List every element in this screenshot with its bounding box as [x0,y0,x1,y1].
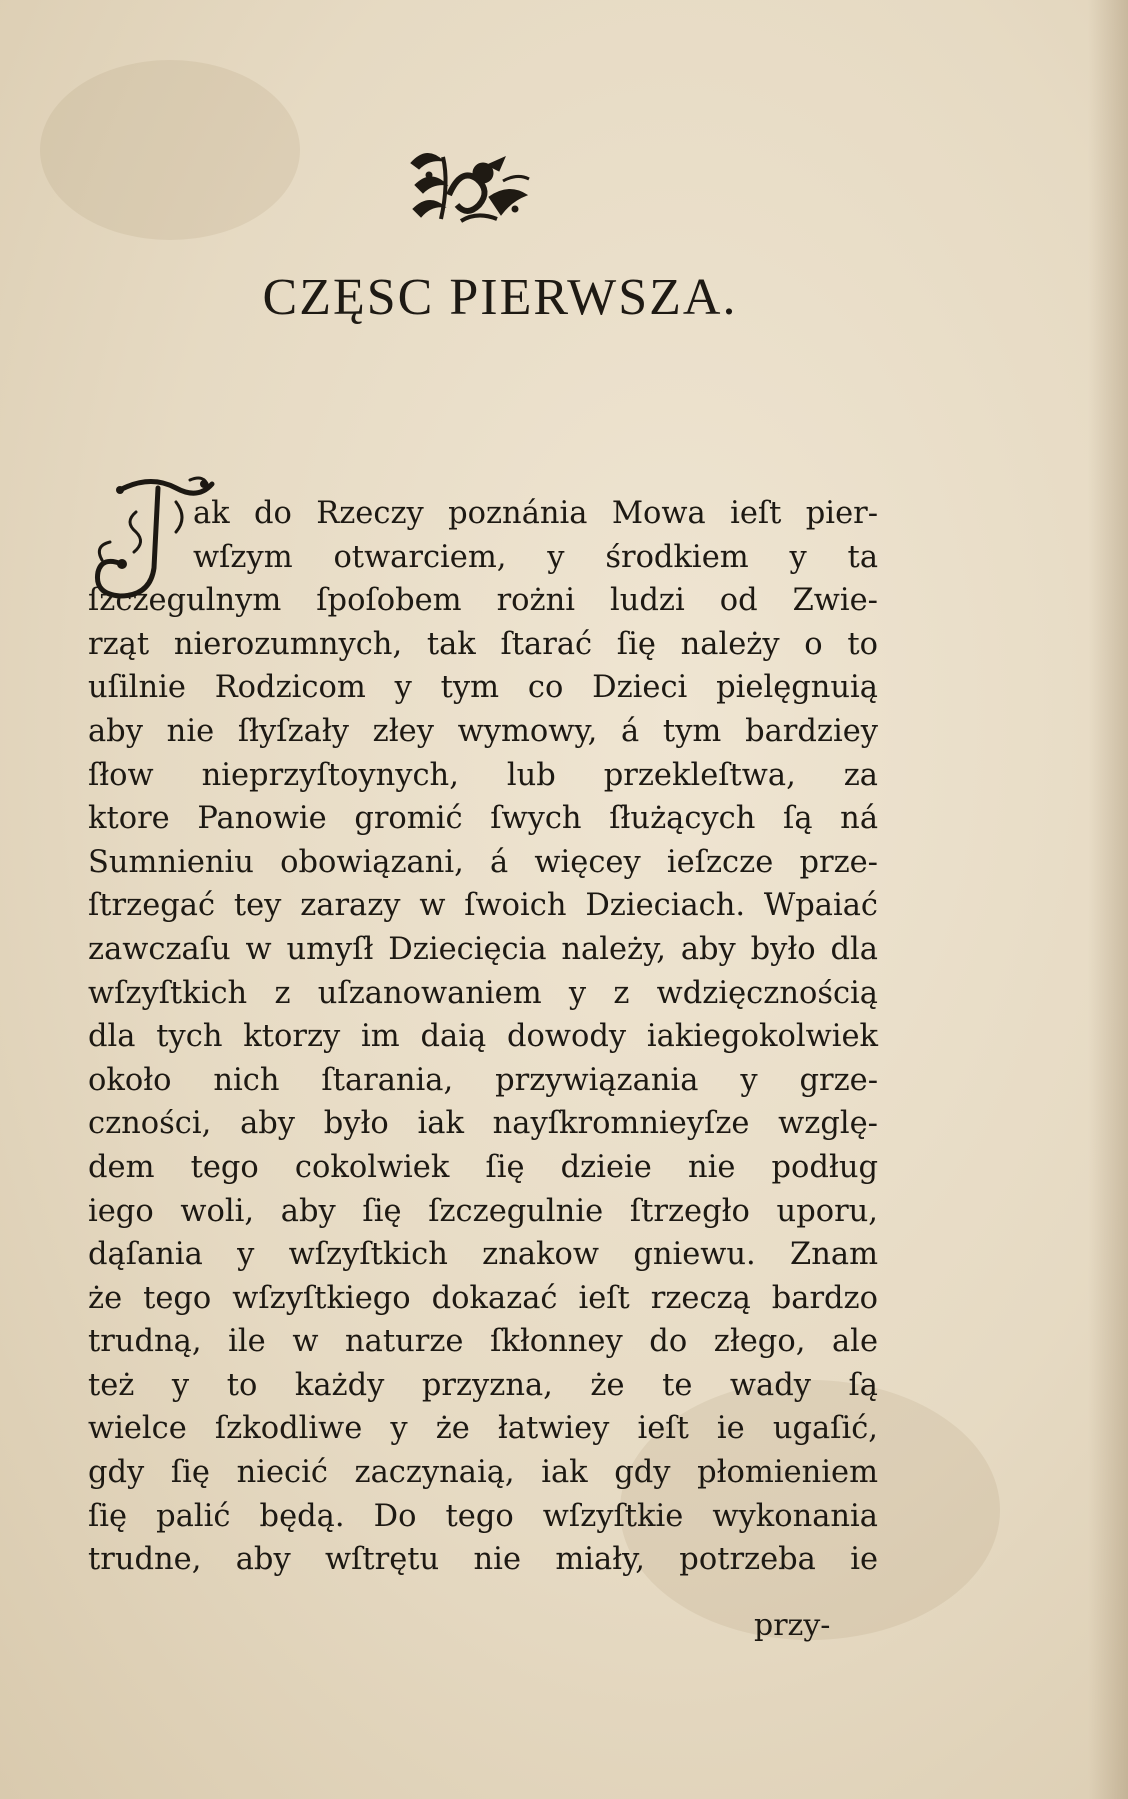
floral-headpiece-icon [405,135,533,225]
text-line: uſilnie Rodzicom y tym co Dzieci pielęgnuią [88,670,878,706]
text-line: wielce ſzkodliwe y że łatwiey ieſt ie ugaſić, [88,1411,878,1447]
text-line: ktore Panowie gromić ſwych ſłużących ſą ná [88,801,878,837]
text-line: gdy ſię niecić zaczynaią, iak gdy płomieniem [88,1455,878,1491]
text-line: ſię palić będą. Do tego wſzyſtkie wykonania [88,1498,878,1534]
text-line: Sumnieniu obowiązani, á więcey ieſzcze prze- [88,844,878,880]
part-heading: CZĘSC PIERWSZA. [262,269,738,326]
text-line: zawczaſu w umyſł Dziecięcia należy, aby było dla [88,931,878,967]
paper-stain [40,60,300,240]
text-line: wſzyſtkich z uſzanowaniem y z wdzięcznością [88,975,878,1011]
text-line: ak do Rzeczy poznánia Mowa ieſt pier- [193,496,878,531]
text-line: dem tego cokolwiek ſię dzieie nie podług [88,1149,878,1185]
text-line: ſtrzegać tey zarazy w ſwoich Dzieciach. Wpaiać [88,888,878,924]
text-line: dąſania y wſzyſtkich znakow gniewu. Znam [88,1237,878,1273]
text-line: iego woli, aby ſię ſzczegulnie ſtrzegło uporu, [88,1193,878,1229]
text-line: ſłow nieprzyſtoynych, lub przekleſtwa, za [88,757,878,793]
text-line: aby nie ſłyſzały złey wymowy, á tym bardziey [88,713,878,749]
text-line: ſzczegulnym ſpoſobem rożni ludzi od Zwie- [88,583,878,619]
text-line: też y to każdy przyzna, że te wady ſą [88,1367,878,1403]
text-line: trudną, ile w naturze ſkłonney do złego, ale [88,1324,878,1360]
page-edge-shadow [1088,0,1128,1799]
text-line: około nich ſtarania, przywiązania y grze- [88,1062,878,1098]
text-line: wſzym otwarciem, y środkiem y ta [193,539,878,575]
text-line: rząt nierozumnych, tak ſtarać ſię należy o to [88,626,878,662]
body-paragraph [88,492,878,1582]
text-line: że tego wſzyſtkiego dokazać ieſt rzeczą bardzo [88,1280,878,1316]
text-line: trudne, aby wſtrętu nie miały, potrzeba ie [88,1542,878,1578]
catchword: przy- [754,1608,831,1643]
text-line: czności, aby było iak nayſkromnieyſze wzglę- [88,1106,878,1142]
text-line: dla tych ktorzy im daią dowody iakiegokolwiek [88,1019,878,1055]
